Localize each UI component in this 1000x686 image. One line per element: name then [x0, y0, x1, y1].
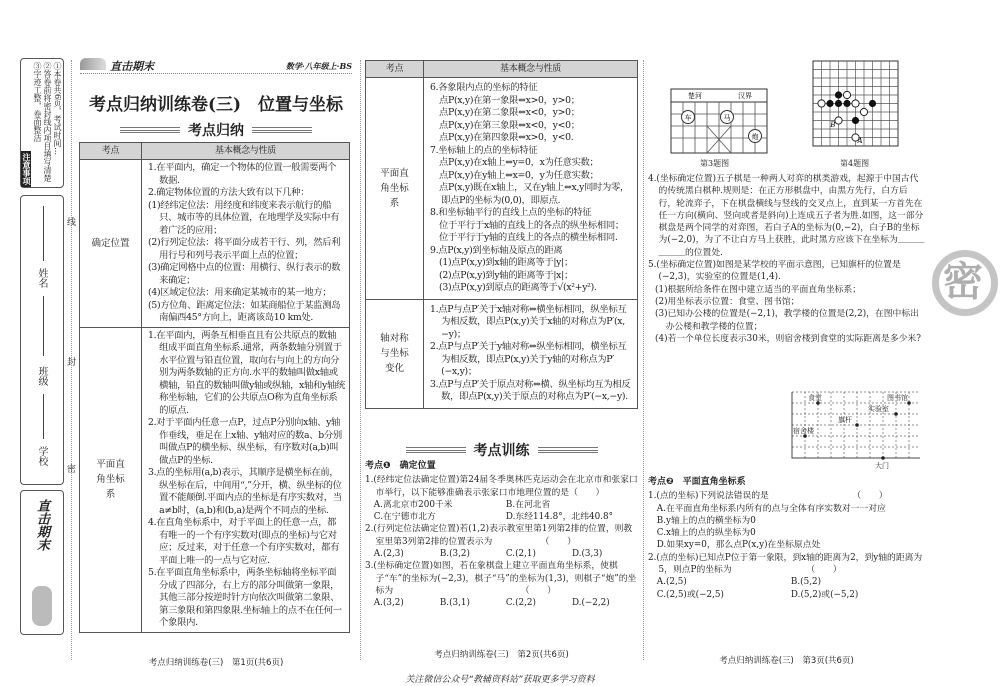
- piece-pao: [749, 130, 762, 143]
- canteen-label: 食堂: [808, 394, 822, 402]
- school-label: 学校: [36, 446, 47, 466]
- bottom-note: 关注微信公众号“教辅资料站”获取更多学习资料: [405, 675, 595, 685]
- concept-item: 2.对于平面内任意一点P，过点P分别向x轴、y轴作垂线，垂足在上x轴、y轴对应的数a、b分别叫做点P的横坐标、纵坐标，有序数对(a,b)叫做点P的坐标.: [148, 417, 342, 466]
- concept-item: (2)行列定位法：将平面分成若干行、列，然后利用行号和列号表示平面上点的位置；: [148, 237, 341, 261]
- concept-item: 1.在平面内，两条互相垂直且有公共原点的数轴组成平面直角坐标系.通常，两条数轴分别置于水平位置与铅直位置，取向右与向上的方向分别为两条数轴的正方向.水平的数轴叫做x轴或横轴，铅直的数轴叫做y轴或纵轴，x轴和y轴统称坐标轴，它们的公共原点O称为直角坐标系的原点.: [148, 329, 345, 416]
- flagpole-label: 旗杆: [838, 416, 852, 424]
- class-field[interactable]: [43, 394, 44, 439]
- concept-item: 1.在平面内，确定一个物体的位置一般需要两个数据.: [148, 162, 337, 186]
- seal-char: 密: [67, 465, 77, 475]
- notice-box: [20, 58, 64, 188]
- concept-item: 1.点P与点P′关于x轴对称⇔横坐标相同，纵坐标互为相反数，即点P(x,y)关于x轴的对称点为P′(x,−y)；: [430, 303, 627, 340]
- lab-label: 实验室: [868, 405, 889, 413]
- logo-icon: [80, 58, 106, 70]
- concept-item: (1)点P(x,y)到x轴的距离等于|y|；: [430, 257, 573, 268]
- svg-text:马: 马: [723, 114, 731, 122]
- white-stone: [860, 108, 867, 115]
- option[interactable]: A.(2,3): [373, 549, 404, 560]
- row-key: 平面直角坐标系: [80, 327, 142, 632]
- white-stone: [843, 91, 850, 98]
- dorm-label: 宿舍楼: [793, 427, 814, 435]
- questions-topic-1: [365, 458, 638, 610]
- black-stone: [826, 100, 833, 107]
- concept-table-1: [79, 142, 350, 633]
- row-key: 轴对称与坐标变化: [366, 299, 424, 408]
- concept-item: 3.点P与点P′关于原点对称⇔横、纵坐标均互为相反数，即点P(x,y)关于原点的对称点为P′(−x,−y).: [430, 378, 631, 402]
- page-title: 考点归纳训练卷(三) 位置与坐标: [88, 95, 344, 115]
- lab-point: [894, 412, 898, 416]
- column-divider: [643, 60, 644, 660]
- option[interactable]: B.y轴上的点的横坐标为0: [656, 515, 756, 526]
- option[interactable]: A.(3,2): [373, 598, 404, 609]
- row-key: 确定位置: [80, 160, 142, 328]
- gate-point: [881, 456, 885, 460]
- concept-table-2: [365, 60, 638, 409]
- option[interactable]: D.(5,2)或(−5,2): [790, 589, 859, 600]
- question-stem: 1.(点的坐标)下列说法错误的是 （ ）: [648, 491, 888, 502]
- piece-che: [682, 111, 695, 124]
- option[interactable]: A.在平面直角坐标系内所有的点与全体有序实数对一一对应: [656, 503, 886, 514]
- option[interactable]: D.(3,3): [571, 549, 603, 560]
- concept-item: 2.点P与点P′关于y轴对称⇔纵坐标相同，横坐标互为相反数，即点P(x,y)关于y轴的对称点为P′(−x,y)；: [430, 341, 627, 377]
- white-stone: [818, 100, 825, 107]
- black-stone: [835, 100, 842, 107]
- option[interactable]: A.离北京市200千米: [373, 499, 453, 510]
- option[interactable]: C.x轴上的点的纵坐标为0: [656, 528, 756, 539]
- option[interactable]: C.(2,5)或(−2,5): [656, 589, 724, 600]
- chess-board-figure: [668, 86, 772, 158]
- notice-item: ②答卷前将密封线内项目填写清楚: [43, 62, 52, 182]
- question-stem: 2.(点的坐标)已知点P位于第一象限，到x轴的距离为2，到y轴的距离为5，则点P的坐标为 （ ）: [648, 552, 923, 576]
- concept-item: (3)点P(x,y)到原点的距离等于√(x²+y²).: [430, 282, 597, 293]
- brand-logo: 直击期末: [34, 499, 49, 551]
- brand-logo-icon: [32, 586, 52, 626]
- topic-title: 考点❶ 确定位置: [365, 461, 436, 471]
- question-part: (2)用坐标表示位置：食堂、图书馆；: [655, 296, 800, 307]
- question-stem: 3.(坐标确定位置)如图，若在象棋盘上建立平面直角坐标系，使棋子“车”的坐标为(−2,3)，棋子“马”的坐标为(1,3)，则棋子“炮”的坐标为 （ ）: [365, 561, 637, 596]
- concept-item: 位于平行于x轴的直线上的各点的纵坐标相同；: [430, 219, 624, 231]
- table-header: 基本概念与性质: [424, 61, 638, 78]
- questions-col3: [648, 173, 925, 345]
- concept-item: 7.坐标轴上的点的坐标特征: [430, 144, 538, 156]
- option[interactable]: D.如果xy=0，那么点P(x,y)在坐标原点处: [656, 540, 821, 551]
- question-stem: 1.(经纬定位法确定位置)第24届冬季奥林匹克运动会在北京市和张家口市举行，以下能够准确表示张家口市地理位置的是（ ）: [365, 475, 638, 498]
- row-key: 平面直角坐标系: [366, 78, 424, 300]
- white-stone: [852, 100, 859, 107]
- concept-item: 点P(x,y)在y轴上⇔x=0，y为任意实数；: [430, 169, 599, 181]
- seal-char: 线: [67, 218, 77, 228]
- page-header: [80, 58, 352, 74]
- section-title: 考点归纳: [188, 123, 244, 139]
- concept-item: 点P(x,y)在第三象限⇔x<0，y<0；: [430, 119, 580, 131]
- table-row: [80, 160, 350, 328]
- concept-item: (1)经纬定位法：用经度和纬度来表示航行的船只、城市等的具体位置，在地理学及实际中有着广泛的应用；: [148, 199, 340, 236]
- concept-item: 6.各象限内点的坐标的特征: [430, 82, 538, 93]
- table-row: [366, 78, 638, 300]
- concept-item: 点P(x,y)在第一象限⇔x>0，y>0；: [430, 94, 580, 106]
- notice-item: ③字迹工整，卷面整洁: [33, 62, 42, 142]
- gate-label: 大门: [875, 462, 889, 470]
- brand-box: [20, 490, 64, 635]
- page-footer: 考点归纳训练卷(三) 第3页(共6页): [719, 656, 854, 666]
- name-field-line[interactable]: [43, 296, 44, 356]
- option[interactable]: C.在宁德市北方: [373, 512, 436, 523]
- concept-item: 点P(x,y)既在x轴上，又在y轴上⇔x,y同时为零，即点P的坐标为(0,0)，即原点.: [430, 182, 630, 206]
- concept-item: (5)方位角、距离定位法：如某商船位于某监测岛南偏西45°方向上，距离该岛10 km处.: [148, 299, 341, 323]
- notice-title: 注意事项: [22, 153, 31, 185]
- option[interactable]: B.(3,2): [439, 549, 470, 560]
- concept-item: 点P(x,y)在第二象限⇔x<0，y>0；: [430, 107, 580, 118]
- questions-topic-2: [648, 474, 925, 601]
- table-row: [366, 299, 638, 408]
- river-label: 汉界: [738, 92, 752, 100]
- seal-char: 封: [67, 358, 77, 368]
- piece-ma: [721, 111, 734, 124]
- section-title: 考点训练: [473, 443, 530, 459]
- option[interactable]: D.(−2,2): [571, 598, 610, 609]
- option[interactable]: C.(2,1): [505, 549, 536, 560]
- concept-item: 点P(x,y)在第四象限⇔x>0，y<0.: [430, 132, 574, 143]
- option[interactable]: C.(2,2): [505, 598, 536, 609]
- option[interactable]: B.在河北省: [505, 499, 551, 510]
- option[interactable]: B.(3,1): [439, 598, 470, 609]
- question-stem: 4.(坐标确定位置)五子棋是一种两人对弈的棋类游戏，起源于中国古代的传统黑白棋种.规则是：在正方形棋盘中，由黑方先行，白方后行，轮流弈子，下在棋盘横线与竖线的交叉点上，直到某一方首先在任一方向(横向、竖向或者是斜向)上连成五子者为胜.如图，这一部分棋盘是两个同学的对弈图，若白子A的坐标为(0,−2)，白子B的坐标为(−2,0)，为了不让白方马上获胜，此时黑方应该下在坐标为＿＿＿＿＿＿的位置处.: [648, 174, 925, 258]
- stamp-char: 密: [943, 259, 983, 305]
- black-stone: [843, 100, 850, 107]
- concept-item: 点P(x,y)在x轴上⇔y=0，x为任意实数；: [430, 157, 599, 168]
- figure-caption: 第3题图: [700, 159, 730, 168]
- concept-item: 位于平行于y轴的直线上的各点的横坐标相同.: [430, 232, 618, 243]
- subject-label: 数学·八年级上·BS: [285, 61, 352, 71]
- concept-item: 4.在直角坐标系中，对于平面上的任意一点，都有唯一的一个有序实数对(即点的坐标)与它对应；反过来，对于任意一个有序实数对，都有平面上唯一的一点与它对应.: [148, 517, 340, 566]
- option[interactable]: D.东经114.8°，北纬40.8°: [505, 512, 613, 523]
- svg-text:炮: 炮: [751, 133, 759, 141]
- header-logo-text: 直击期末: [110, 60, 154, 73]
- concept-item: (2)点P(x,y)到y轴的距离等于|x|；: [430, 269, 573, 281]
- concept-item: (4)区域定位法：用来确定某城市的某一地方；: [148, 287, 332, 298]
- notice-items: [32, 62, 62, 186]
- table-row: [80, 327, 350, 632]
- white-stone: [835, 117, 842, 124]
- black-stone: [869, 100, 876, 107]
- svg-text:车: 车: [684, 114, 692, 122]
- library-label: 图书馆: [887, 394, 908, 402]
- question-stem: 5.(坐标确定位置)如图是某学校的平面示意图，已知旗杆的位置是(−2,3)，实验室的位置是(1,4).: [648, 260, 901, 283]
- concept-item: 8.和坐标轴平行的直线上点的坐标的特征: [430, 207, 592, 218]
- notice-item: ①本卷共6页，考试时间…: [53, 62, 62, 156]
- concept-item: 2.确定物体位置的方法大致有以下几种：: [148, 187, 310, 198]
- gomoku-board-figure: [810, 58, 904, 156]
- question-part: (3)已知办公楼的位置是(−2,1)，教学楼的位置是(2,2)，在图中标出办公楼和教学楼的位置；: [655, 309, 919, 332]
- option[interactable]: B.(5,2): [790, 577, 822, 588]
- school-map-figure: [790, 390, 925, 470]
- stone-label-b: B: [830, 120, 836, 129]
- concept-item: (3)确定网格中点的位置：用横行、纵行表示的数来确定；: [148, 262, 341, 286]
- table-header: 考点: [366, 61, 424, 78]
- section-banner: [365, 440, 638, 460]
- concept-item: 5.在平面直角坐标系中，两条坐标轴将坐标平面分成了四部分，右上方的部分叫做第一象限，其他三部分按逆时针方向依次叫做第二象限、第三象限和第四象限.坐标轴上的点不在任何一个象限内.: [148, 567, 342, 628]
- section-banner: [80, 120, 352, 140]
- class-label: 班级: [36, 366, 47, 386]
- question-part: (4)若一个单位长度表示30米，则宿舍楼到食堂的实际距离是多少米?: [655, 333, 921, 344]
- topic-title: 考点❷ 平面直角坐标系: [648, 477, 746, 487]
- concept-item: 9.点P(x,y)到坐标轴及原点的距离: [430, 244, 563, 256]
- option[interactable]: A.(2,5): [656, 577, 687, 588]
- black-stone: [852, 117, 859, 124]
- black-stone: [835, 91, 842, 98]
- table-header: 基本概念与性质: [142, 143, 350, 160]
- stone-label-a: A: [857, 136, 863, 145]
- name-label: 姓名: [36, 268, 47, 288]
- page-footer: 考点归纳训练卷(三) 第2页(共6页): [434, 650, 569, 660]
- confidential-stamp: [932, 250, 998, 316]
- student-info-box: [20, 195, 64, 485]
- flagpole-point: [855, 423, 859, 427]
- question-part: (1)根据所给条件在图中建立适当的平面直角坐标系；: [655, 284, 862, 295]
- river-label: 楚河: [688, 92, 702, 100]
- column-divider: [360, 60, 361, 660]
- table-header: 考点: [80, 143, 142, 160]
- question-stem: 2.(行列定位法确定位置)若(1,2)表示教室里第1列第2排的位置，则教室里第3列第2排的位置表示为 （ ）: [365, 524, 633, 547]
- name-field[interactable]: [43, 206, 44, 261]
- page-footer: 考点归纳训练卷(三) 第1页(共6页): [148, 658, 284, 668]
- concept-item: 3.点的坐标用(a,b)表示，其顺序是横坐标在前，纵坐标在后，中间用“,”分开，横、纵坐标的位置不能颠倒.平面内点的坐标是有序实数对，当a≠b时，(a,b)和(b,a)是两个不同点的坐标.: [148, 467, 342, 516]
- figure-caption: 第4题图: [840, 159, 870, 168]
